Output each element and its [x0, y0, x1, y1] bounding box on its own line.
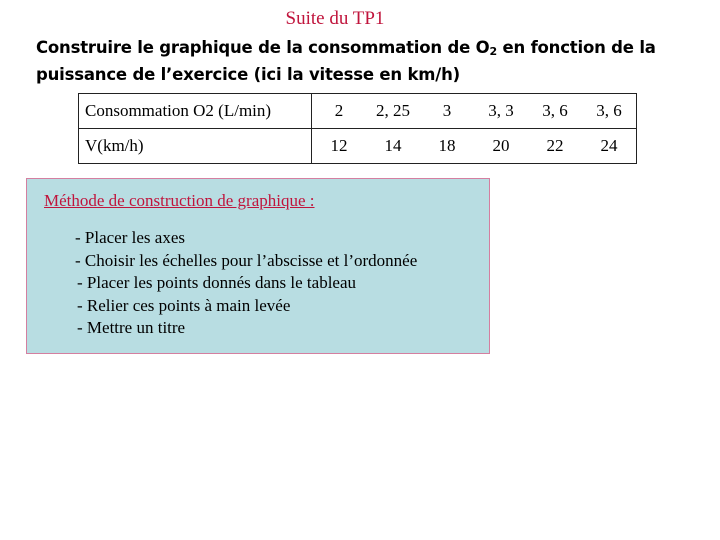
- list-item: - Choisir les échelles pour l’abscisse et l’ordonnée: [75, 250, 418, 270]
- list-item: - Placer les points donnés dans le tableau: [77, 273, 357, 292]
- method-title: Méthode de construction de graphique :: [44, 191, 315, 210]
- table-cell: 3, 3: [474, 94, 528, 129]
- table-cell: 3, 6: [582, 94, 637, 129]
- row-label: V(km/h): [79, 129, 312, 164]
- table-cell: 2, 25: [366, 94, 420, 129]
- table-cell: 18: [438, 136, 456, 155]
- table-row-consumption: [79, 94, 637, 129]
- steps-list: [75, 227, 417, 340]
- instruction-line1-start: Construire le graphique de la consommation de O: [36, 38, 490, 57]
- instruction-subscript: 2: [489, 45, 497, 58]
- list-item: - Mettre un titre: [77, 318, 186, 337]
- table-cell: 3, 6: [528, 94, 582, 129]
- data-table: [78, 93, 637, 164]
- table-cell: 22: [546, 136, 564, 155]
- table-cell: 24: [600, 136, 618, 155]
- table-row-speed: [79, 129, 637, 164]
- table-cell: 12: [330, 136, 348, 155]
- instruction-text: [36, 34, 696, 88]
- table-cell: 20: [492, 136, 510, 155]
- row-label: Consommation O2 (L/min): [79, 94, 312, 129]
- table-cell: 2: [312, 94, 367, 129]
- list-item: - Relier ces points à main levée: [77, 295, 291, 315]
- instruction-line1-end: en fonction de la: [496, 38, 656, 57]
- table-cell: 14: [384, 136, 402, 155]
- list-item: - Placer les axes: [75, 228, 185, 247]
- instruction-line2: puissance de l’exercice (ici la vitesse en km/h): [36, 65, 460, 84]
- table-cell: 3: [420, 94, 474, 129]
- slide-title: Suite du TP1: [285, 8, 385, 29]
- method-box: [26, 178, 490, 354]
